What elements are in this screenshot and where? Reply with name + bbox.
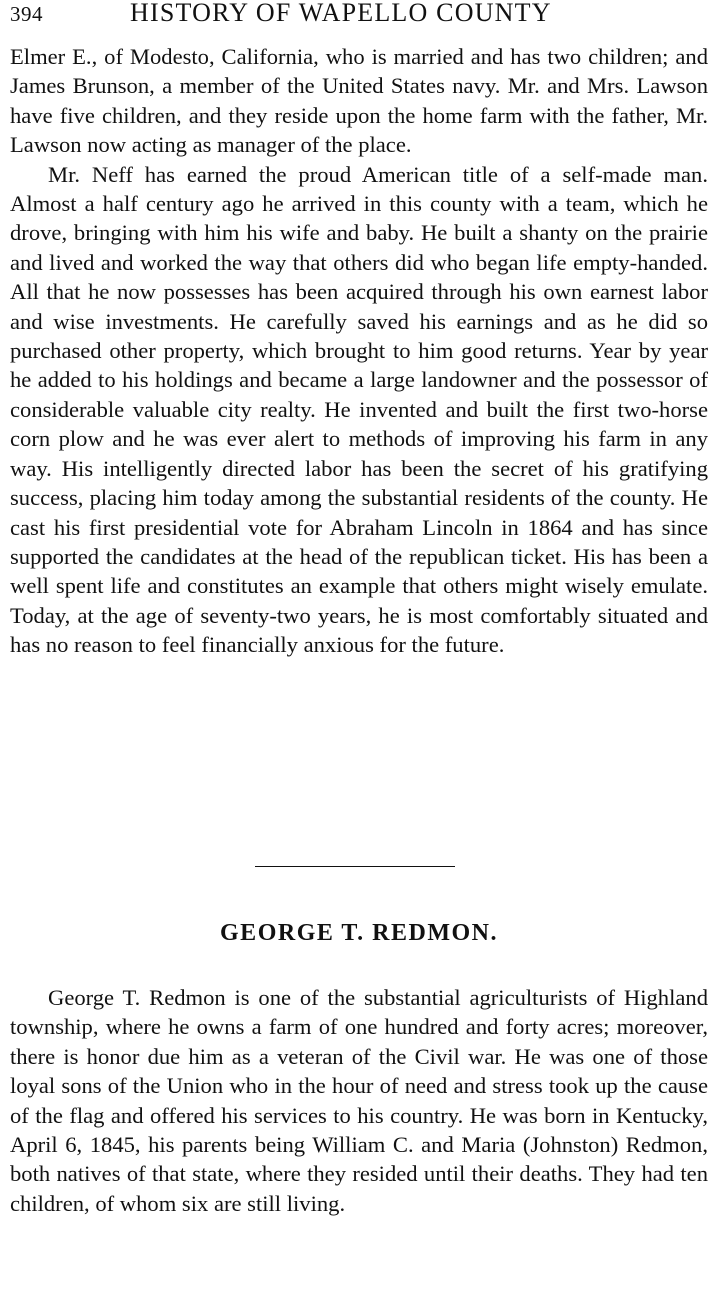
paragraph-redmon: George T. Redmon is one of the substantial agriculturists of Highland township, where he owns a farm of one hundred and forty acres; moreover, there is honor due him as a veteran of the Civil war. He was one of those loyal sons of the Union who in the hour of need and stress took up the cause of the flag and offered his services to his country. He was born in Kentucky, April 6, 1845, his parents being William C. and Maria (Johnston) Redmon, both natives of that state, where they resided until their deaths. They had ten children, of whom six are still living. <box>10 985 708 1216</box>
section-title: GEORGE T. REDMON. <box>220 920 498 946</box>
redmon-text-block <box>10 983 708 1218</box>
section-divider <box>255 866 455 867</box>
paragraph-neff: Mr. Neff has earned the proud American title of a self-made man. Almost a half century ago he arrived in this county with a team, which he drove, bringing with him his wife and baby. He built a shanty on the prairie and lived and worked the way that others did who began life empty-handed. All that he now possesses has been acquired through his own earnest labor and wise investments. He carefully saved his earnings and as he did so purchased other property, which brought to him good returns. Year by year he added to his holdings and became a large landowner and the possessor of considerable valuable city realty. He invented and built the first two-horse corn plow and he was ever alert to methods of improving his farm in any way. His intelligently directed labor has been the secret of his gratifying success, placing him today among the substantial residents of the county. He cast his first presidential vote for Abraham Lincoln in 1864 and has since supported the candidates at the head of the republican ticket. His has been a well spent life and constitutes an example that others might wisely emulate. Today, at the age of seventy-two years, he is most comfortably situated and has no reason to feel financially anxious for the future. <box>10 161 708 658</box>
page-header <box>10 0 710 30</box>
running-title: HISTORY OF WAPELLO COUNTY <box>130 0 552 27</box>
page-number: 394 <box>10 2 43 26</box>
continued-text-block <box>10 42 708 660</box>
paragraph-continuation: Elmer E., of Modesto, California, who is married and has two children; and James Brunson, a member of the United States navy. Mr. and Mrs. Lawson have five children, and they reside upon the home farm with the father, Mr. Lawson now acting as manager of the place. <box>10 44 708 158</box>
